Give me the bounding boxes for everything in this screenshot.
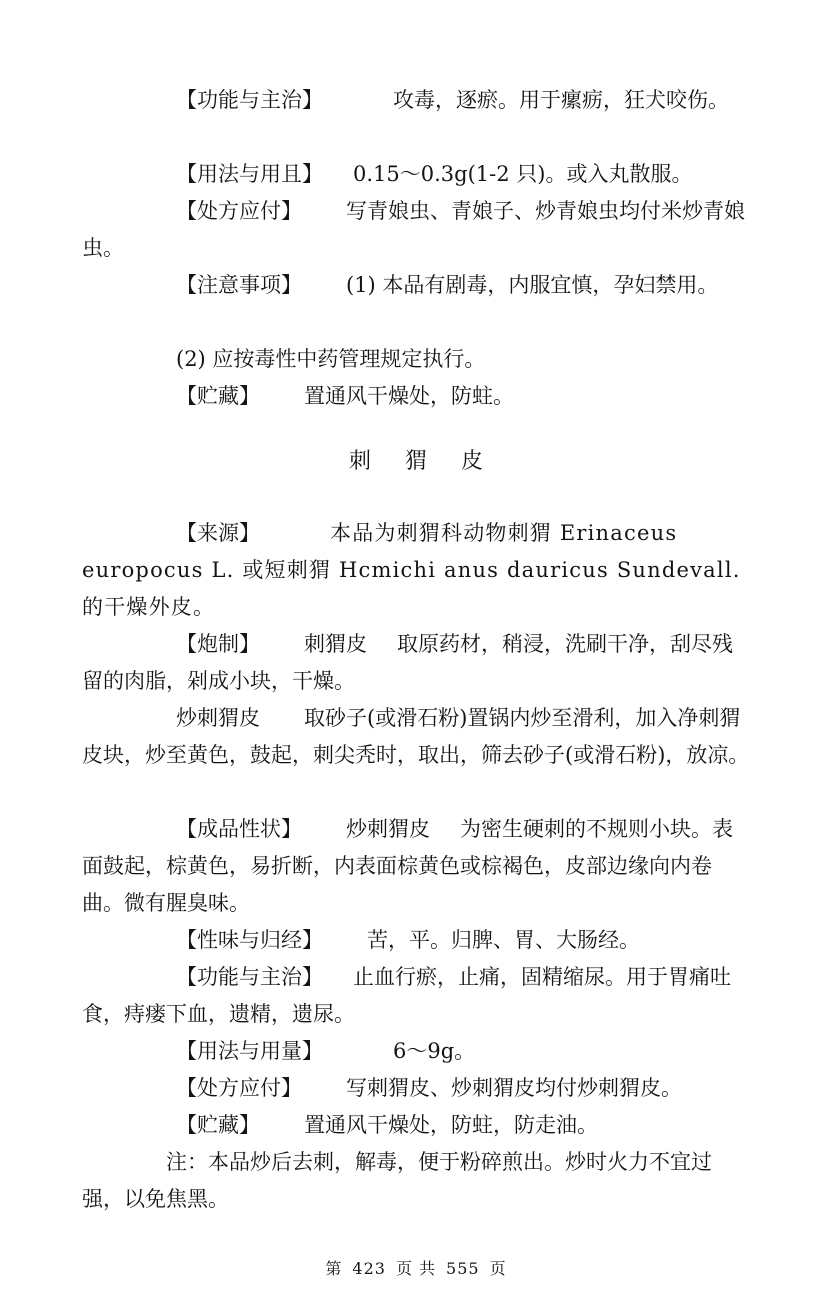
section-text: 注：本品炒后去刺，解毒，便于粉碎煎出。炒时火力不宜过强，以免焦黑。 xyxy=(82,1150,712,1211)
section-text: 6～9g。 xyxy=(393,1039,476,1063)
section-text: 为密生硬刺的不规则小块。表面鼓起，棕黄色，易折断，内表面棕黄色或棕褐色，皮部边缘向内卷曲。微有腥臭味。 xyxy=(82,817,733,915)
section-label: 【成品性状】 xyxy=(176,817,302,841)
section-processing xyxy=(82,626,750,700)
section-prescription-2 xyxy=(82,1070,750,1107)
section-label: 【炮制】 xyxy=(176,632,260,656)
section-text: 写刺猬皮、炒刺猬皮均付炒刺猬皮。 xyxy=(346,1076,682,1100)
section-function-indication-2 xyxy=(82,959,750,1033)
section-text: 苦，平。归脾、胃、大肠经。 xyxy=(367,928,640,952)
section-label: 炒刺猬皮 xyxy=(176,706,260,730)
section-subterm: 刺猬皮 xyxy=(304,632,367,656)
section-label: 【功能与主治】 xyxy=(176,965,323,989)
footer-middle: 页 共 xyxy=(395,1259,437,1278)
section-text: 攻毒，逐瘀。用于瘰疬，狂犬咬伤。 xyxy=(393,88,729,112)
section-text: 置通风干燥处，防蛀，防走油。 xyxy=(304,1113,598,1137)
total-page-count: 555 xyxy=(446,1259,480,1278)
section-text: 取砂子(或滑石粉)置锅内炒至滑利，加入净刺猬皮块，炒至黄色，鼓起，刺尖秃时，取出，筛去砂子(或滑石粉)，放凉。 xyxy=(82,706,750,767)
section-text: 置通风干燥处，防蛀。 xyxy=(304,384,514,408)
section-storage xyxy=(82,378,750,415)
section-text: 本品为刺猬科动物刺猬 Erinaceus europocus L. 或短刺猬 Hcmichi anus dauricus Sundevall. 的干燥外皮。 xyxy=(82,521,741,619)
section-label: 【功能与主治】 xyxy=(176,88,323,112)
section-subterm: 炒刺猬皮 xyxy=(346,817,430,841)
page-footer xyxy=(0,1256,832,1279)
section-usage-dosage-2 xyxy=(82,1033,750,1070)
section-label: 【处方应付】 xyxy=(176,199,302,223)
precaution-item-2 xyxy=(82,341,750,378)
section-text: (2) 应按毒性中药管理规定执行。 xyxy=(176,347,486,371)
section-label: 【用法与用且】 xyxy=(176,162,323,186)
section-note xyxy=(82,1144,750,1218)
section-label: 【用法与用量】 xyxy=(176,1039,323,1063)
footer-prefix: 第 xyxy=(325,1259,343,1278)
entry-title: 刺猬皮 xyxy=(348,449,517,474)
section-usage-dosage xyxy=(82,156,750,193)
section-label: 【贮藏】 xyxy=(176,384,260,408)
section-prescription xyxy=(82,193,750,267)
section-text: 止血行瘀，止痛，固精缩尿。用于胃痛吐食，痔瘘下血，遗精，遗尿。 xyxy=(82,965,731,1026)
section-storage-2 xyxy=(82,1107,750,1144)
current-page-number: 423 xyxy=(352,1259,386,1278)
section-text: 取原药材，稍浸，洗刷干净，刮尽残留的肉脂，剁成小块，干燥。 xyxy=(82,632,733,693)
section-label: 【性味与归经】 xyxy=(176,928,323,952)
section-label: 【贮藏】 xyxy=(176,1113,260,1137)
section-text: 0.15～0.3g(1-2 只)。或入丸散服。 xyxy=(353,162,693,186)
section-source xyxy=(82,515,750,626)
section-stir-fried xyxy=(82,700,750,774)
section-label: 【注意事项】 xyxy=(176,273,302,297)
section-text: (1) 本品有剧毒，内服宜慎，孕妇禁用。 xyxy=(346,273,719,297)
section-precautions xyxy=(82,267,750,304)
section-text: 写青娘虫、青娘子、炒青娘虫均付米炒青娘虫。 xyxy=(82,199,745,260)
section-label: 【来源】 xyxy=(176,521,260,545)
section-product-character xyxy=(82,811,750,922)
footer-suffix: 页 xyxy=(489,1259,507,1278)
section-nature-meridian xyxy=(82,922,750,959)
section-function-indication xyxy=(82,82,750,119)
section-label: 【处方应付】 xyxy=(176,1076,302,1100)
